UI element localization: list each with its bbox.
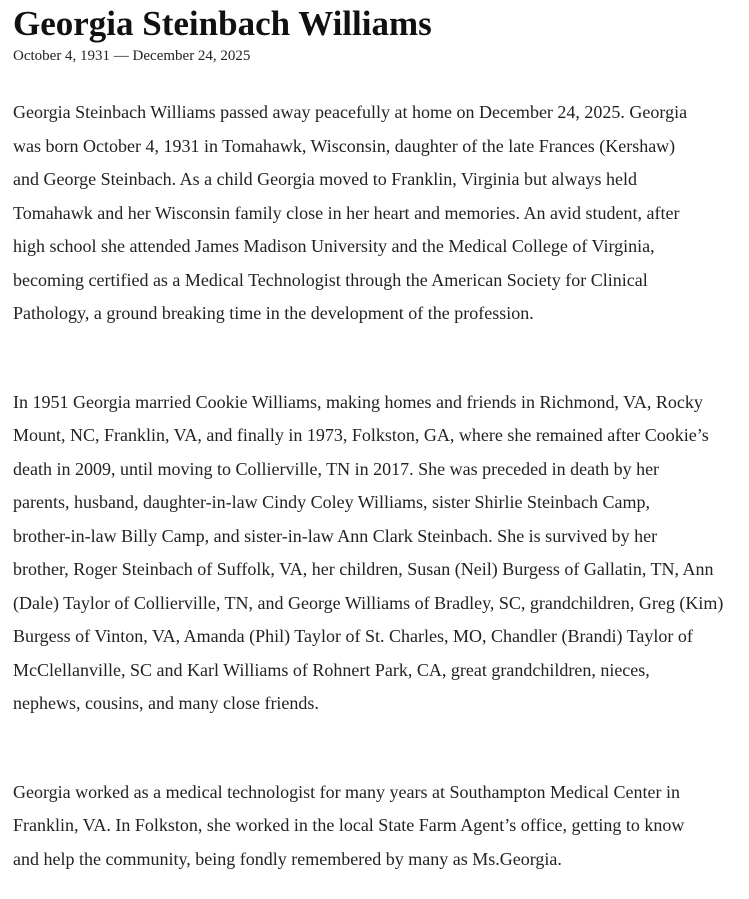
page-title: Georgia Steinbach Williams [13,4,432,43]
text-line: was born October 4, 1931 in Tomahawk, Wisconsin, daughter of the late Frances (Kershaw) [13,135,676,156]
life-dates: October 4, 1931 — December 24, 2025 [13,48,251,64]
text-line: and George Steinbach. As a child Georgia moved to Franklin, Virginia but always held [13,169,637,189]
text-line: brother, Roger Steinbach of Suffolk, VA, her children, Susan (Neil) Burgess of Gallatin, TN, Ann [13,559,714,579]
text-line: McClellanville, SC and Karl Williams of Rohnert Park, CA, great grandchildren, nieces, [13,659,650,680]
paragraph-family [13,386,736,721]
text-line: Mount, NC, Franklin, VA, and finally in 1973, Folkston, GA, where she remained after Cookie’s [13,425,709,445]
text-line: and help the community, being fondly remembered by many as Ms.Georgia. [13,848,562,869]
text-line: parents, husband, daughter-in-law Cindy Coley Williams, sister Shirlie Steinbach Camp, [13,492,650,512]
text-line: Tomahawk and her Wisconsin family close in her heart and memories. An avid student, after [13,202,680,223]
text-line: Georgia Steinbach Williams passed away peacefully at home on December 24, 2025. Georgia [13,102,688,122]
text-line: death in 2009, until moving to Collierville, TN in 2017. She was preceded in death by her [13,458,660,479]
text-line: Burgess of Vinton, VA, Amanda (Phil) Taylor of St. Charles, MO, Chandler (Brandi) Taylor of [13,626,693,646]
paragraph-career [13,776,736,877]
text-line: Franklin, VA. In Folkston, she worked in the local State Farm Agent’s office, getting to know [13,815,685,835]
text-line: nephews, cousins, and many close friends. [13,693,319,713]
text-line: high school she attended James Madison University and the Medical College of Virginia, [13,236,655,256]
text-line: Pathology, a ground breaking time in the development of the profession. [13,303,534,323]
text-line: Georgia worked as a medical technologist for many years at Southampton Medical Center in [13,781,680,802]
text-line: becoming certified as a Medical Technologist through the American Society for Clinical [13,269,648,290]
text-line: In 1951 Georgia married Cookie Williams, making homes and friends in Richmond, VA, Rocky [13,391,703,412]
text-line: (Dale) Taylor of Collierville, TN, and George Williams of Bradley, SC, grandchildren, Greg (Kim) [13,592,724,613]
text-line: brother-in-law Billy Camp, and sister-in-law Ann Clark Steinbach. She is survived by her [13,525,658,546]
paragraph-early-life [13,96,736,331]
